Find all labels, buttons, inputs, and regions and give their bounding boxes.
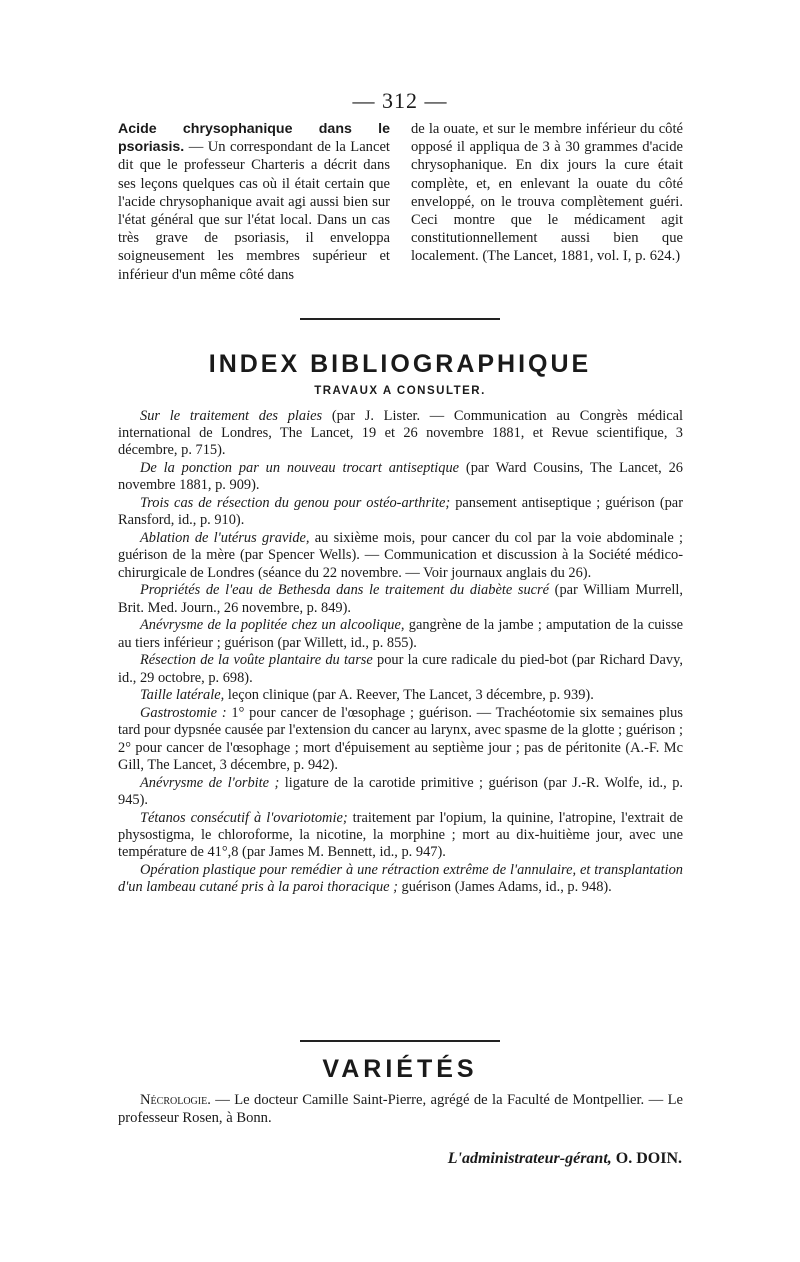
signature-role: L'administrateur-gérant, bbox=[447, 1150, 612, 1167]
article-left-text: — Un correspondant de la Lancet dit que le professeur Charteris a décrit dans ses leçons quelques cas où il était certain que l'acide chrysophanique avait agi aussi bien sur l'état général que sur l'état local. Dans un cas très grave de psoriasis, il enveloppa soigneusement les membres supérieur et inférieur d'un même côté dans bbox=[118, 139, 390, 283]
bibliography-list bbox=[118, 408, 683, 897]
bibliography-entry: Trois cas de résection du genou pour ostéo-arthrite; pansement antiseptique ; guérison (par Ransford, id., p. 910). bbox=[118, 495, 683, 529]
page-number: — 312 — bbox=[352, 88, 448, 113]
bibliography-entry: Résection de la voûte plantaire du tarse pour la cure radicale du pied-bot (par Richard Davy, id., 29 octobre, p. 698). bbox=[118, 652, 683, 686]
article-left-column bbox=[118, 120, 390, 284]
bibliography-entry: Opération plastique pour remédier à une rétraction extrême de l'annulaire, et transplantation d'un lambeau cutané pris à la paroi thoracique ; guérison (James Adams, id., p. 948). bbox=[118, 861, 683, 896]
index-title: INDEX BIBLIOGRAPHIQUE bbox=[208, 350, 592, 378]
article-right-column bbox=[411, 120, 683, 284]
section-divider bbox=[300, 1040, 500, 1042]
bibliography-entry: Propriétés de l'eau de Bethesda dans le traitement du diabète sucré (par William Murrell, Brit. Med. Journ., 26 novembre, p. 849). bbox=[118, 582, 683, 616]
signature-name: O. DOIN. bbox=[611, 1150, 682, 1167]
necrology-label: Nécrologie. bbox=[140, 1092, 211, 1108]
necrology-text: — Le docteur Camille Saint-Pierre, agrégé de la Faculté de Montpellier. — Le professeur Rosen, à Bonn. bbox=[118, 1092, 683, 1126]
section-divider bbox=[300, 318, 500, 320]
varietes-title: VARIÉTÉS bbox=[322, 1055, 478, 1083]
bibliography-entry: Taille latérale, leçon clinique (par A. Reever, The Lancet, 3 décembre, p. 939). bbox=[140, 687, 594, 704]
bibliography-entry: De la ponction par un nouveau trocart antiseptique (par Ward Cousins, The Lancet, 26 novembre 1881, p. 909). bbox=[118, 460, 684, 494]
bibliography-entry: Sur le traitement des plaies (par J. Lister. — Communication au Congrès médical international de Londres, The Lancet, 19 et 26 novembre 1881, et Revue scientifique, 3 décembre, p. 715). bbox=[118, 408, 683, 459]
bibliography-entry: Ablation de l'utérus gravide, au sixième mois, pour cancer du col par la voie abdominale ; guérison de la mère (par Spencer Wells). — Communication et discussion à la Société médico-chirurgicale de Londres (séance du 22 novembre. — Voir journaux anglais du 26). bbox=[118, 530, 683, 581]
article-right-text: de la ouate, et sur le membre inférieur du côté opposé il appliqua de 3 à 30 grammes d'acide chrysophanique. En dix jours la cure était complète, et, en enlevant la ouate du côté enveloppé, on le trouva complètement guéri. Ceci montre que le médicament agit constitutionnellement aussi bien que localement. (The Lancet, 1881, vol. I, p. 624.) bbox=[411, 121, 683, 265]
bibliography-entry: Anévrysme de la poplitée chez un alcoolique, gangrène de la jambe ; amputation de la cuisse au tiers inférieur ; guérison (par Willett, id., p. 855). bbox=[118, 617, 683, 651]
necrology-paragraph bbox=[118, 1092, 683, 1127]
bibliography-entry: Gastrostomie : 1° pour cancer de l'œsophage ; guérison. — Trachéotomie six semaines plus tard pour dypsnée causée par l'extension du cancer au larynx, avec spasme de la glotte ; guérison ; 2° pour cancer de l'œsophage ; mort d'épuisement au septième jour ; pas de péritonite (A.-F. Mc Gill, The Lancet, 3 décembre, p. 942). bbox=[118, 705, 683, 773]
bibliography-entry: Anévrysme de l'orbite ; ligature de la carotide primitive ; guérison (par J.-R. Wolfe, id., p. 945). bbox=[118, 774, 683, 808]
article-title: Acide chrysophanique dans le psoriasis. bbox=[118, 121, 390, 156]
signature bbox=[448, 1150, 682, 1168]
bibliography-entry: Tétanos consécutif à l'ovariotomie; traitement par l'opium, la quinine, l'atropine, l'extrait de physostigma, le chloroforme, la nicotine, la morphine ; mort au dix-huitième jour, avec une température de 41°,8 (par James M. Bennett, id., p. 947). bbox=[118, 809, 684, 861]
article bbox=[118, 120, 683, 284]
index-subtitle: TRAVAUX A CONSULTER. bbox=[314, 385, 486, 397]
